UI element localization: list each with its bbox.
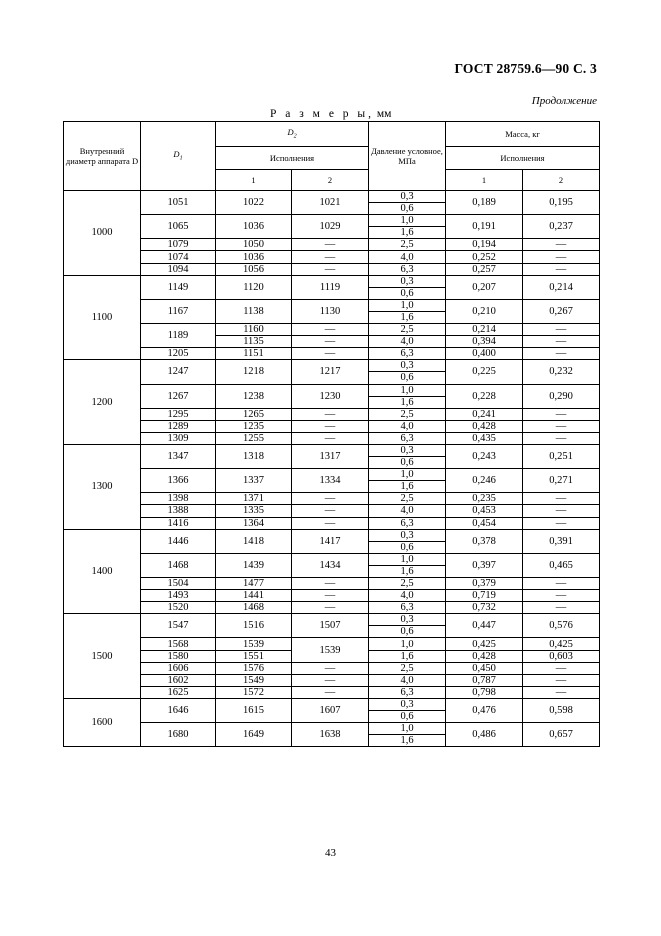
cell-d2-version-2: —: [292, 348, 369, 360]
cell-d2-version-1: 1235: [216, 420, 292, 432]
cell-d2-version-2: 1119: [292, 275, 369, 299]
cell-d2-version-2: —: [292, 590, 369, 602]
cell-mass-version-1: 0,235: [446, 493, 523, 505]
page-number: 43: [325, 847, 336, 859]
table-row: [64, 324, 600, 336]
cell-d2-version-2: —: [292, 602, 369, 614]
page-header: ГОСТ 28759.6—90 С. 3: [454, 61, 597, 76]
cell-mass-version-2: 0,465: [523, 553, 600, 577]
cell-d2-version-1: 1218: [216, 360, 292, 384]
cell-d1: 1646: [141, 698, 216, 722]
cell-pressure: 0,3: [369, 191, 446, 203]
cell-d2-version-2: —: [292, 662, 369, 674]
cell-d1: 1079: [141, 239, 216, 251]
cell-d2-version-1: 1439: [216, 553, 292, 577]
header-pressure: Давление условное, МПа: [369, 122, 446, 191]
cell-inner-diameter: 1000: [64, 191, 141, 276]
table-row: [64, 614, 600, 626]
cell-mass-version-1: 0,378: [446, 529, 523, 553]
cell-mass-version-2: 0,598: [523, 698, 600, 722]
cell-mass-version-1: 0,428: [446, 650, 523, 662]
cell-pressure: 6,3: [369, 263, 446, 275]
cell-pressure: 4,0: [369, 674, 446, 686]
cell-mass-version-1: 0,732: [446, 602, 523, 614]
cell-pressure: 6,3: [369, 602, 446, 614]
cell-d2-version-1: 1549: [216, 674, 292, 686]
table-row: [64, 215, 600, 227]
cell-d2-version-1: 1022: [216, 191, 292, 215]
cell-d1: 1267: [141, 384, 216, 408]
cell-pressure: 2,5: [369, 239, 446, 251]
cell-pressure: 0,3: [369, 444, 446, 456]
cell-mass-version-2: —: [523, 263, 600, 275]
cell-d2-version-2: —: [292, 251, 369, 263]
cell-mass-version-2: —: [523, 324, 600, 336]
cell-mass-version-2: 0,576: [523, 614, 600, 638]
table-row: [64, 432, 600, 444]
cell-d2-version-1: 1572: [216, 686, 292, 698]
header-d2-versions: Исполнения: [216, 147, 369, 170]
cell-mass-version-2: —: [523, 420, 600, 432]
table-row: [64, 638, 600, 650]
cell-mass-version-1: 0,246: [446, 469, 523, 493]
cell-pressure: 0,6: [369, 457, 446, 469]
cell-mass-version-2: 0,425: [523, 638, 600, 650]
cell-d2-version-1: 1418: [216, 529, 292, 553]
table-row: [64, 420, 600, 432]
cell-d2-version-1: 1050: [216, 239, 292, 251]
table-row: [64, 299, 600, 311]
table-body: [64, 191, 600, 747]
cell-mass-version-1: 0,447: [446, 614, 523, 638]
cell-d2-version-2: —: [292, 517, 369, 529]
cell-mass-version-2: —: [523, 602, 600, 614]
cell-pressure: 6,3: [369, 686, 446, 698]
table-row: [64, 723, 600, 735]
cell-d2-version-1: 1576: [216, 662, 292, 674]
cell-d2-version-2: 1021: [292, 191, 369, 215]
cell-mass-version-2: —: [523, 674, 600, 686]
cell-mass-version-1: 0,225: [446, 360, 523, 384]
cell-d2-version-1: 1516: [216, 614, 292, 638]
cell-d2-version-2: 1130: [292, 299, 369, 323]
cell-d2-version-2: —: [292, 578, 369, 590]
cell-d1: 1309: [141, 432, 216, 444]
table-row: [64, 239, 600, 251]
table-row: [64, 348, 600, 360]
cell-mass-version-2: —: [523, 662, 600, 674]
table-row: [64, 493, 600, 505]
cell-mass-version-2: —: [523, 251, 600, 263]
table-row: [64, 275, 600, 287]
cell-mass-version-1: 0,214: [446, 324, 523, 336]
cell-pressure: 4,0: [369, 590, 446, 602]
table-row: [64, 590, 600, 602]
cell-d1: 1289: [141, 420, 216, 432]
cell-mass-version-1: 0,189: [446, 191, 523, 215]
cell-inner-diameter: 1400: [64, 529, 141, 614]
table-row: [64, 360, 600, 372]
cell-pressure: 2,5: [369, 493, 446, 505]
cell-pressure: 1,0: [369, 638, 446, 650]
cell-d2-version-2: 1230: [292, 384, 369, 408]
cell-mass-version-2: —: [523, 336, 600, 348]
cell-d1: 1295: [141, 408, 216, 420]
cell-mass-version-2: —: [523, 686, 600, 698]
cell-d2-version-1: 1160: [216, 324, 292, 336]
cell-d2-version-1: 1337: [216, 469, 292, 493]
header-d1: [141, 122, 216, 191]
cell-d2-version-2: —: [292, 493, 369, 505]
cell-d1: 1680: [141, 723, 216, 747]
cell-mass-version-1: 0,194: [446, 239, 523, 251]
cell-pressure: 0,6: [369, 287, 446, 299]
cell-pressure: 0,3: [369, 698, 446, 710]
cell-d2-version-1: 1551: [216, 650, 292, 662]
cell-pressure: 1,6: [369, 311, 446, 323]
cell-d1: 1347: [141, 444, 216, 468]
cell-d2-version-2: —: [292, 420, 369, 432]
cell-pressure: 4,0: [369, 420, 446, 432]
dimensions-table: [63, 121, 600, 747]
sizes-caption-lead: Р а з м е р ы,: [270, 108, 375, 120]
cell-d1: 1547: [141, 614, 216, 638]
cell-d2-version-1: 1255: [216, 432, 292, 444]
table-row: [64, 384, 600, 396]
cell-pressure: 2,5: [369, 324, 446, 336]
cell-mass-version-1: 0,798: [446, 686, 523, 698]
cell-mass-version-1: 0,191: [446, 215, 523, 239]
cell-mass-version-1: 0,400: [446, 348, 523, 360]
cell-mass-version-2: —: [523, 517, 600, 529]
cell-mass-version-1: 0,486: [446, 723, 523, 747]
continuation-label: Продолжение: [531, 95, 597, 107]
cell-mass-version-2: —: [523, 578, 600, 590]
header-mass-version-1: 1: [446, 170, 523, 191]
table-row: [64, 251, 600, 263]
table-row: [64, 469, 600, 481]
table-row: [64, 191, 600, 203]
cell-pressure: 1,0: [369, 723, 446, 735]
cell-d1: 1205: [141, 348, 216, 360]
cell-d2-version-1: 1120: [216, 275, 292, 299]
cell-d1: 1149: [141, 275, 216, 299]
cell-d2-version-1: 1615: [216, 698, 292, 722]
cell-pressure: 0,3: [369, 360, 446, 372]
cell-d1: 1065: [141, 215, 216, 239]
cell-mass-version-1: 0,425: [446, 638, 523, 650]
cell-d2-version-2: —: [292, 408, 369, 420]
cell-d2-version-2: —: [292, 505, 369, 517]
header-d2-symbol: D: [287, 126, 294, 137]
cell-inner-diameter: 1600: [64, 698, 141, 746]
header-d2-version-2: 2: [292, 170, 369, 191]
cell-pressure: 0,3: [369, 275, 446, 287]
cell-pressure: 2,5: [369, 408, 446, 420]
cell-mass-version-1: 0,252: [446, 251, 523, 263]
cell-mass-version-2: 0,391: [523, 529, 600, 553]
cell-mass-version-2: —: [523, 493, 600, 505]
cell-d2-version-2: 1317: [292, 444, 369, 468]
cell-d2-version-1: 1477: [216, 578, 292, 590]
cell-mass-version-2: 0,271: [523, 469, 600, 493]
cell-pressure: 1,0: [369, 469, 446, 481]
cell-d1: 1468: [141, 553, 216, 577]
cell-d2-version-1: 1371: [216, 493, 292, 505]
cell-mass-version-1: 0,397: [446, 553, 523, 577]
cell-pressure: 1,6: [369, 650, 446, 662]
cell-mass-version-2: —: [523, 408, 600, 420]
cell-d2-version-2: —: [292, 686, 369, 698]
cell-pressure: 6,3: [369, 348, 446, 360]
cell-mass-version-1: 0,787: [446, 674, 523, 686]
cell-d2-version-2: 1638: [292, 723, 369, 747]
cell-pressure: 1,0: [369, 384, 446, 396]
header-inner-diameter: Внутренний диаметр аппарата D: [64, 122, 141, 191]
cell-mass-version-2: 0,290: [523, 384, 600, 408]
cell-d1: 1366: [141, 469, 216, 493]
cell-mass-version-2: 0,251: [523, 444, 600, 468]
cell-mass-version-1: 0,453: [446, 505, 523, 517]
cell-pressure: 2,5: [369, 578, 446, 590]
cell-pressure: 4,0: [369, 505, 446, 517]
cell-inner-diameter: 1100: [64, 275, 141, 360]
cell-pressure: 2,5: [369, 662, 446, 674]
cell-mass-version-2: 0,603: [523, 650, 600, 662]
cell-pressure: 0,6: [369, 203, 446, 215]
cell-pressure: 1,6: [369, 396, 446, 408]
cell-mass-version-2: —: [523, 239, 600, 251]
table-row: [64, 578, 600, 590]
cell-d1: 1074: [141, 251, 216, 263]
cell-mass-version-1: 0,476: [446, 698, 523, 722]
cell-mass-version-2: 0,237: [523, 215, 600, 239]
cell-d1: 1051: [141, 191, 216, 215]
cell-mass-version-1: 0,243: [446, 444, 523, 468]
cell-mass-version-1: 0,719: [446, 590, 523, 602]
cell-mass-version-1: 0,241: [446, 408, 523, 420]
sizes-caption-unit: мм: [376, 108, 392, 120]
cell-pressure: 6,3: [369, 517, 446, 529]
cell-d1: 1606: [141, 662, 216, 674]
cell-d2-version-2: 1029: [292, 215, 369, 239]
cell-d1: 1416: [141, 517, 216, 529]
cell-pressure: 0,3: [369, 529, 446, 541]
header-mass-version-2: 2: [523, 170, 600, 191]
header-d2: [216, 122, 369, 147]
cell-d1: 1625: [141, 686, 216, 698]
cell-mass-version-2: 0,267: [523, 299, 600, 323]
sizes-caption: [270, 108, 391, 120]
cell-pressure: 1,6: [369, 565, 446, 577]
cell-d1: 1602: [141, 674, 216, 686]
cell-d2-version-1: 1056: [216, 263, 292, 275]
cell-mass-version-2: 0,657: [523, 723, 600, 747]
cell-pressure: 0,6: [369, 541, 446, 553]
cell-mass-version-2: —: [523, 505, 600, 517]
header-d1-symbol: D: [173, 148, 180, 159]
cell-pressure: 1,0: [369, 299, 446, 311]
table-row: [64, 553, 600, 565]
cell-d2-version-2: 1434: [292, 553, 369, 577]
cell-pressure: 0,6: [369, 372, 446, 384]
cell-d2-version-1: 1036: [216, 251, 292, 263]
cell-d2-version-2: —: [292, 239, 369, 251]
cell-d1: 1167: [141, 299, 216, 323]
cell-mass-version-2: —: [523, 590, 600, 602]
cell-d1: 1189: [141, 324, 216, 348]
cell-mass-version-1: 0,210: [446, 299, 523, 323]
cell-pressure: 6,3: [369, 432, 446, 444]
cell-pressure: 4,0: [369, 336, 446, 348]
table-row: [64, 505, 600, 517]
header-mass: Масса, кг: [446, 122, 600, 147]
cell-d2-version-2: 1607: [292, 698, 369, 722]
cell-d1: 1493: [141, 590, 216, 602]
cell-mass-version-2: 0,232: [523, 360, 600, 384]
cell-pressure: 1,6: [369, 481, 446, 493]
table-row: [64, 444, 600, 456]
cell-d2-version-2: 1334: [292, 469, 369, 493]
cell-mass-version-1: 0,379: [446, 578, 523, 590]
cell-d2-version-1: 1649: [216, 723, 292, 747]
cell-pressure: 0,6: [369, 711, 446, 723]
header-d2-subscript: 2: [293, 133, 297, 140]
header-d1-subscript: 1: [179, 155, 183, 162]
cell-inner-diameter: 1300: [64, 444, 141, 529]
cell-d2-version-2: —: [292, 336, 369, 348]
cell-d2-version-1: 1318: [216, 444, 292, 468]
table-row: [64, 408, 600, 420]
cell-pressure: 1,6: [369, 227, 446, 239]
cell-mass-version-1: 0,207: [446, 275, 523, 299]
cell-inner-diameter: 1200: [64, 360, 141, 445]
cell-mass-version-2: —: [523, 348, 600, 360]
cell-mass-version-1: 0,450: [446, 662, 523, 674]
cell-d2-version-1: 1138: [216, 299, 292, 323]
cell-d2-version-1: 1151: [216, 348, 292, 360]
cell-d2-version-1: 1441: [216, 590, 292, 602]
table-row: [64, 517, 600, 529]
cell-d2-version-1: 1135: [216, 336, 292, 348]
cell-d1: 1504: [141, 578, 216, 590]
cell-d2-version-2: 1217: [292, 360, 369, 384]
header-d2-version-1: 1: [216, 170, 292, 191]
cell-inner-diameter: 1500: [64, 614, 141, 699]
cell-mass-version-2: 0,214: [523, 275, 600, 299]
cell-pressure: 1,0: [369, 553, 446, 565]
cell-d1: 1094: [141, 263, 216, 275]
cell-d2-version-1: 1539: [216, 638, 292, 650]
cell-d2-version-1: 1265: [216, 408, 292, 420]
cell-pressure: 1,0: [369, 215, 446, 227]
cell-d2-version-2: 1507: [292, 614, 369, 638]
cell-pressure: 0,6: [369, 626, 446, 638]
cell-d2-version-2: —: [292, 324, 369, 336]
cell-mass-version-2: 0,195: [523, 191, 600, 215]
cell-d2-version-1: 1238: [216, 384, 292, 408]
cell-mass-version-1: 0,435: [446, 432, 523, 444]
cell-d1: 1398: [141, 493, 216, 505]
cell-mass-version-1: 0,454: [446, 517, 523, 529]
cell-d2-version-2: 1417: [292, 529, 369, 553]
table-row: [64, 674, 600, 686]
cell-d1: 1520: [141, 602, 216, 614]
cell-d2-version-1: 1036: [216, 215, 292, 239]
cell-mass-version-1: 0,228: [446, 384, 523, 408]
table-row: [64, 662, 600, 674]
cell-mass-version-2: —: [523, 432, 600, 444]
cell-pressure: 0,3: [369, 614, 446, 626]
cell-mass-version-1: 0,394: [446, 336, 523, 348]
cell-mass-version-1: 0,428: [446, 420, 523, 432]
cell-d2-version-2: —: [292, 432, 369, 444]
cell-d1: 1388: [141, 505, 216, 517]
cell-d1: 1247: [141, 360, 216, 384]
cell-d2-version-2: 1539: [292, 638, 369, 662]
cell-mass-version-1: 0,257: [446, 263, 523, 275]
cell-pressure: 1,6: [369, 735, 446, 747]
header-mass-versions: Исполнения: [446, 147, 600, 170]
cell-d1: 1568: [141, 638, 216, 650]
cell-d2-version-2: —: [292, 263, 369, 275]
table-row: [64, 698, 600, 710]
cell-d1: 1580: [141, 650, 216, 662]
table-row: [64, 529, 600, 541]
cell-pressure: 4,0: [369, 251, 446, 263]
cell-d2-version-1: 1364: [216, 517, 292, 529]
table-row: [64, 263, 600, 275]
cell-d2-version-2: —: [292, 674, 369, 686]
table-row: [64, 686, 600, 698]
cell-d2-version-1: 1335: [216, 505, 292, 517]
cell-d2-version-1: 1468: [216, 602, 292, 614]
table-row: [64, 602, 600, 614]
cell-d1: 1446: [141, 529, 216, 553]
